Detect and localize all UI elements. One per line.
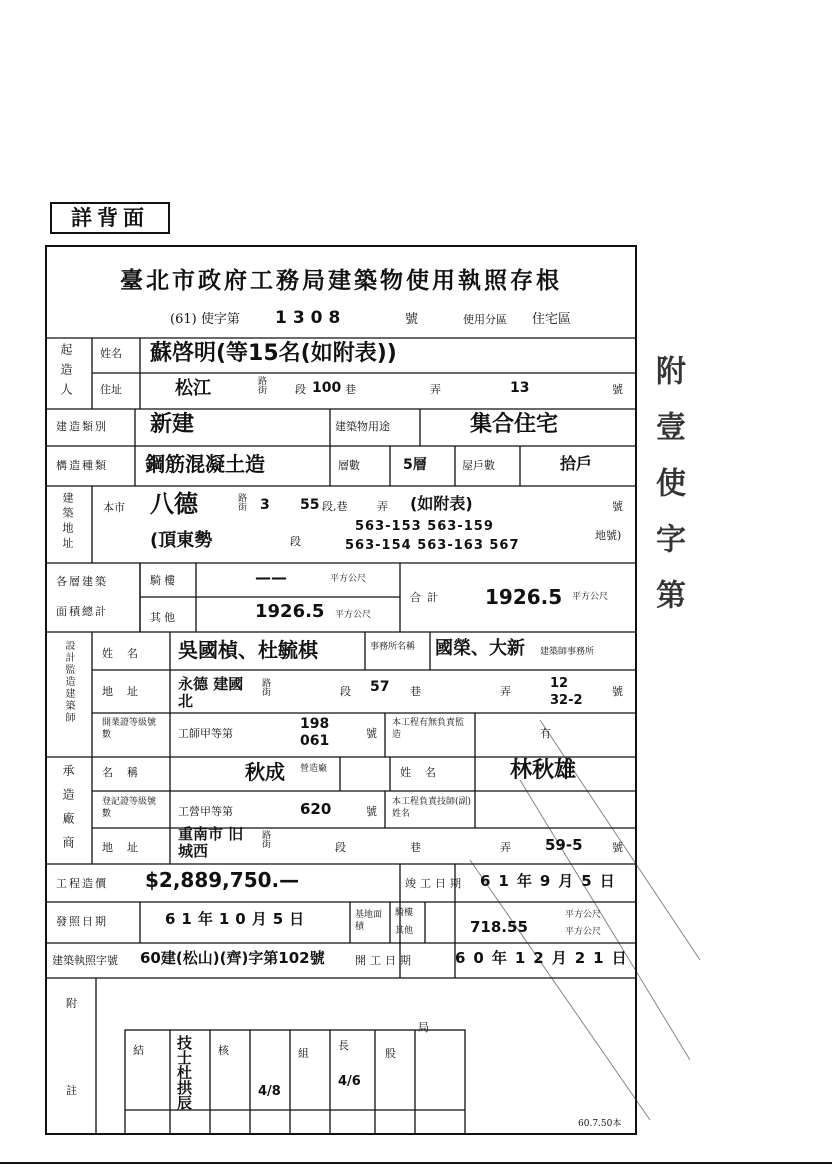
contractor-engineer-label: 本工程負責技師(副)姓名 xyxy=(392,797,472,819)
zone-label: 使用分區 xyxy=(463,313,507,326)
floors-value: 5層 xyxy=(403,457,427,473)
signoff-3: 組 xyxy=(298,1047,309,1060)
total-value: 1926.5 xyxy=(485,585,563,609)
site-section: 建築地址 xyxy=(61,492,74,552)
start-value: 60年12月21日 xyxy=(455,949,635,967)
site-lots-line2: 563-154 563-163 567 xyxy=(345,538,520,553)
contractor-name-suffix: 營造廠 xyxy=(300,764,328,774)
total-unit: 平方公尺 xyxy=(572,592,609,602)
site-sec-label: 段 xyxy=(290,535,301,548)
applicant-lane-no: 100 xyxy=(312,380,342,396)
architect-office-label: 事務所名稱 xyxy=(370,642,416,652)
structure-label: 構造種類 xyxy=(56,459,108,472)
applicant-address-label: 住址 xyxy=(100,383,122,396)
total-label: 合計 xyxy=(410,591,444,604)
applicant-alley-label: 弄 xyxy=(430,383,441,396)
signoff-date-1: 4/8 xyxy=(258,1084,281,1099)
cost-value: $2,889,750.— xyxy=(145,868,300,892)
architect-road-label: 路街 xyxy=(262,679,272,698)
applicant-number: 13 xyxy=(510,380,530,396)
contractor-sec-label: 段 xyxy=(335,841,346,854)
structure-value: 鋼筋混凝土造 xyxy=(145,452,265,476)
contractor-alley-label: 弄 xyxy=(500,841,511,854)
form-title: 臺北市政府工務局建築物使用執照存根 xyxy=(120,267,562,294)
site-area-value: 718.55 xyxy=(470,918,528,936)
site-arcade-label: 騎樓 xyxy=(395,908,414,918)
signoff-date-2: 4/6 xyxy=(338,1074,361,1089)
complete-label: 竣工日期 xyxy=(405,877,465,890)
contractor-person: 林秋雄 xyxy=(510,758,577,783)
architect-lane-no: 57 xyxy=(370,679,390,695)
site-road: 八德 xyxy=(150,490,198,518)
permit-suffix: 號 xyxy=(405,312,419,327)
other-unit: 平方公尺 xyxy=(335,610,372,620)
applicant-road: 松江 xyxy=(175,378,211,399)
issue-label: 發照日期 xyxy=(56,915,108,928)
issue-value: 61年10月5日 xyxy=(165,910,311,928)
site-no-label: 號 xyxy=(612,500,623,513)
applicant-sec-label: 段 xyxy=(295,383,306,396)
architect-license-prefix: 工師甲等第 xyxy=(178,727,233,740)
applicant-lane-label: 巷 xyxy=(345,383,356,396)
architect-addr-label: 地址 xyxy=(102,685,152,698)
site-road-label: 路街 xyxy=(238,494,248,513)
site-sec: 3 xyxy=(260,497,270,513)
architect-number: 12 32-2 xyxy=(550,676,583,708)
architect-office: 國榮、大新 xyxy=(435,638,525,659)
contractor-reg-suffix: 號 xyxy=(366,805,377,818)
zone-value: 住宅區 xyxy=(532,312,572,327)
area-section-2: 面積總計 xyxy=(56,605,108,618)
contractor-person-label: 姓名 xyxy=(400,766,450,779)
architect-section: 設計監造建築師 xyxy=(63,640,74,724)
site-area-label: 基地面積 xyxy=(355,910,383,932)
signoff-0: 結 xyxy=(133,1044,144,1057)
contractor-addr-road: 重南市 旧城西 xyxy=(178,825,244,860)
site-land-section: (頂東勢 xyxy=(150,530,213,551)
applicant-no-label: 號 xyxy=(612,383,623,396)
applicant-name: 蘇啓明(等15名(如附表)) xyxy=(150,341,397,366)
site-lots-line1: 563-153 563-159 xyxy=(355,519,494,534)
complete-value: 61年9月5日 xyxy=(480,872,623,890)
architect-name-label: 姓名 xyxy=(102,647,152,660)
applicant-name-label: 姓名 xyxy=(100,347,122,360)
arcade-label: 騎樓 xyxy=(150,574,178,587)
site-lane: 55 xyxy=(300,497,320,513)
contractor-section: 承造廠商 xyxy=(61,764,75,860)
use-value: 集合住宅 xyxy=(470,412,559,437)
other-value: 1926.5 xyxy=(255,601,325,622)
remarks-label-bottom: 註 xyxy=(66,1084,77,1097)
category-label: 建造類別 xyxy=(56,420,108,433)
contractor-reg-prefix: 工營甲等第 xyxy=(178,805,233,818)
start-label: 開工日期 xyxy=(355,954,415,967)
use-label: 建築物用途 xyxy=(335,420,390,433)
site-other-label: 其他 xyxy=(395,926,414,936)
build-permit-label: 建築執照字號 xyxy=(52,954,118,967)
category-value: 新建 xyxy=(150,412,195,437)
architect-license-no: 198 061 xyxy=(300,716,330,749)
contractor-no-label: 號 xyxy=(612,841,623,854)
architect-responsible-label: 本工程有無負責監造 xyxy=(392,718,465,740)
arcade-unit: 平方公尺 xyxy=(330,574,367,584)
site-lot-label: 地號) xyxy=(595,529,622,542)
site-alley-note: (如附表) xyxy=(410,494,473,513)
margin-text: 附壹使字第 xyxy=(650,355,685,635)
contractor-addr-label: 地址 xyxy=(102,841,152,854)
area-section-1: 各層建築 xyxy=(56,575,108,588)
signoff-6: 局 xyxy=(418,1021,429,1034)
signoff-1: 技士杜拱辰 xyxy=(175,1035,193,1110)
architect-responsible: 有 xyxy=(540,727,551,740)
architect-names: 吳國楨、杜毓棋 xyxy=(178,638,318,662)
cost-label: 工程造價 xyxy=(56,877,108,890)
build-permit-value: 60建(松山)(齊)字第102號 xyxy=(140,949,325,967)
floors-label: 層數 xyxy=(338,459,360,472)
applicant-section: 起造人 xyxy=(59,343,73,403)
site-alley-label: 弄 xyxy=(377,500,388,513)
signoff-2: 核 xyxy=(218,1044,229,1057)
architect-alley-label: 弄 xyxy=(500,685,511,698)
architect-license-suffix: 號 xyxy=(366,727,377,740)
architect-office-suffix: 建築師事務所 xyxy=(540,647,595,657)
permit-number: 1308 xyxy=(275,308,347,328)
applicant-road-label: 路街 xyxy=(258,377,268,396)
site-lane-label: 段,巷 xyxy=(322,500,348,513)
detail-back-label: 詳背面 xyxy=(50,202,170,234)
print-code: 60.7.50本 xyxy=(578,1119,622,1129)
architect-lane-label: 巷 xyxy=(410,685,421,698)
site-area-unit-2: 平方公尺 xyxy=(565,927,602,937)
site-area-unit-1: 平方公尺 xyxy=(565,910,602,920)
units-label: 屋戶數 xyxy=(462,459,495,472)
architect-sec-label: 段 xyxy=(340,685,351,698)
architect-no-label: 號 xyxy=(612,685,623,698)
architect-addr-road: 永德 建國北 xyxy=(178,675,244,710)
contractor-number: 59-5 xyxy=(545,836,583,854)
units-value: 拾戶 xyxy=(560,454,593,473)
contractor-reg-label: 登記證等級號數 xyxy=(102,797,157,819)
signoff-5: 股 xyxy=(385,1047,396,1060)
signoff-4: 長 xyxy=(338,1039,349,1052)
arcade-value: —— xyxy=(255,568,287,587)
contractor-name: 秋成 xyxy=(245,760,285,784)
other-label: 其他 xyxy=(150,611,178,624)
permit-prefix: (61) 使字第 xyxy=(170,312,240,327)
contractor-name-label: 名稱 xyxy=(102,766,152,779)
architect-license-label: 開業證等級號數 xyxy=(102,718,157,740)
remarks-label-top: 附 xyxy=(66,997,77,1010)
contractor-lane-label: 巷 xyxy=(410,841,421,854)
contractor-reg-no: 620 xyxy=(300,800,332,818)
contractor-road-label: 路街 xyxy=(262,831,272,850)
site-city-label: 本市 xyxy=(103,501,125,514)
